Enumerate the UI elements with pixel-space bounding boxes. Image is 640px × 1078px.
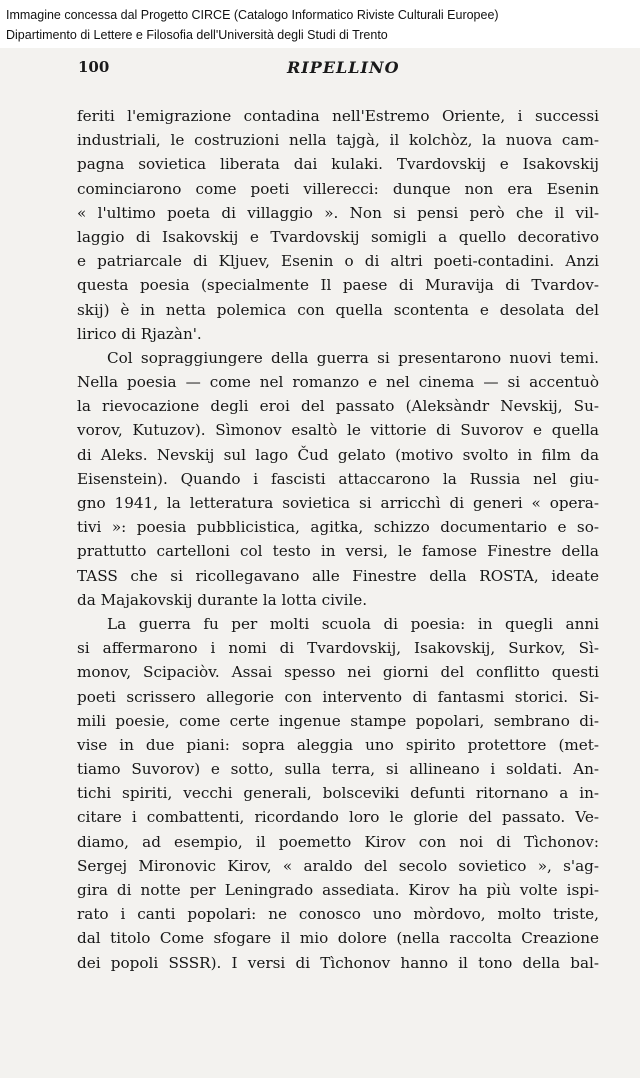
text-line: di Aleks. Nevskij sul lago Čud gelato (motivo svolto in film da	[77, 445, 599, 464]
text-line: citare i combattenti, ricordando loro le glorie del passato. Ve-	[77, 808, 599, 827]
text-line: prattutto cartelloni col testo in versi, le famose Finestre della	[77, 542, 599, 561]
paragraph-1	[77, 104, 599, 346]
text-line: tichi spiriti, vecchi generali, bolsceviki defunti ritornano a in-	[77, 784, 599, 803]
body-text	[77, 104, 599, 975]
running-head: RIPELLINO	[287, 58, 400, 77]
text-line: Col sopraggiungere della guerra si presentarono nuovi temi.	[107, 348, 599, 367]
text-line: skij) è in netta polemica con quella scontenta e desolata del	[77, 300, 599, 319]
text-line: gira di notte per Leningrado assediata. Kirov ha più volte ispi-	[77, 881, 599, 899]
credit-line-2: Dipartimento di Lettere e Filosofia dell'Università degli Studi di Trento	[6, 28, 388, 42]
credit-line-1: Immagine concessa dal Progetto CIRCE (Catalogo Informatico Riviste Culturali Europee)	[6, 8, 499, 22]
text-line: da Majakovskij durante la lotta civile.	[77, 590, 368, 609]
text-line: Nella poesia — come nel romanzo e nel cinema — si accentuò	[77, 373, 599, 392]
text-line: tiamo Suvorov) e sotto, sulla terra, si allineano i soldati. An-	[77, 760, 599, 779]
text-line: diamo, ad esempio, il poemetto Kirov con noi di Tìchonov:	[77, 832, 599, 851]
text-line: rato i canti popolari: ne conosco uno mòrdovo, molto triste,	[77, 905, 599, 924]
paragraph-3	[77, 612, 599, 975]
text-line: dei popoli SSSR). I versi di Tìchonov hanno il tono della bal-	[77, 953, 599, 972]
text-line: dal titolo Come sfogare il mio dolore (nella raccolta Creazione	[77, 929, 599, 948]
text-line: monov, Scipaciòv. Assai spesso nei giorni del conflitto questi	[77, 663, 599, 682]
text-line: La guerra fu per molti scuola di poesia: in quegli anni	[107, 614, 599, 633]
paragraph-2	[77, 346, 599, 612]
text-line: poeti scrissero allegorie con intervento di fantasmi storici. Si-	[77, 687, 599, 706]
page-number: 100	[78, 58, 110, 76]
book-page	[0, 48, 640, 1078]
text-line: tivi »: poesia pubblicistica, agitka, schizzo documentario e so-	[77, 518, 599, 537]
text-line: Sergej Mironovic Kirov, « araldo del secolo sovietico », s'ag-	[77, 856, 599, 875]
text-line: cominciarono come poeti villerecci: dunque non era Esenin	[77, 179, 599, 198]
text-line: pagna sovietica liberata dai kulaki. Tvardovskij e Isakovskij	[77, 155, 599, 174]
text-line: industriali, le costruzioni nella tajgà, il kolchòz, la nuova cam-	[77, 131, 599, 150]
image-credit	[0, 0, 640, 48]
text-line: questa poesia (specialmente Il paese di Muravija di Tvardov-	[77, 276, 599, 295]
text-line: e patriarcale di Kljuev, Esenin o di altri poeti-contadini. Anzi	[77, 252, 599, 271]
text-line: si affermarono i nomi di Tvardovskij, Isakovskij, Surkov, Sì-	[77, 639, 599, 658]
text-line: la rievocazione degli eroi del passato (Aleksàndr Nevskij, Su-	[77, 397, 599, 416]
text-line: laggio di Isakovskij e Tvardovskij somigli a quello decorativo	[77, 227, 599, 246]
text-line: feriti l'emigrazione contadina nell'Estremo Oriente, i successi	[77, 107, 599, 125]
text-line: vorov, Kutuzov). Sìmonov esaltò le vittorie di Suvorov e quella	[77, 421, 599, 440]
text-line: gno 1941, la letteratura sovietica si arricchì di generi « opera-	[77, 494, 599, 512]
page-header	[0, 58, 640, 82]
text-line: vise in due piani: sopra aleggia uno spirito protettore (met-	[77, 735, 599, 754]
text-line: lirico di Rjazàn'.	[77, 324, 202, 343]
text-line: « l'ultimo poeta di villaggio ». Non si pensi però che il vil-	[77, 203, 599, 222]
text-line: mili poesie, come certe ingenue stampe popolari, sembrano di-	[77, 711, 599, 730]
text-line: TASS che si ricollegavano alle Finestre della ROSTA, ideate	[77, 566, 599, 585]
text-line: Eisenstein). Quando i fascisti attaccarono la Russia nel giu-	[77, 469, 599, 488]
